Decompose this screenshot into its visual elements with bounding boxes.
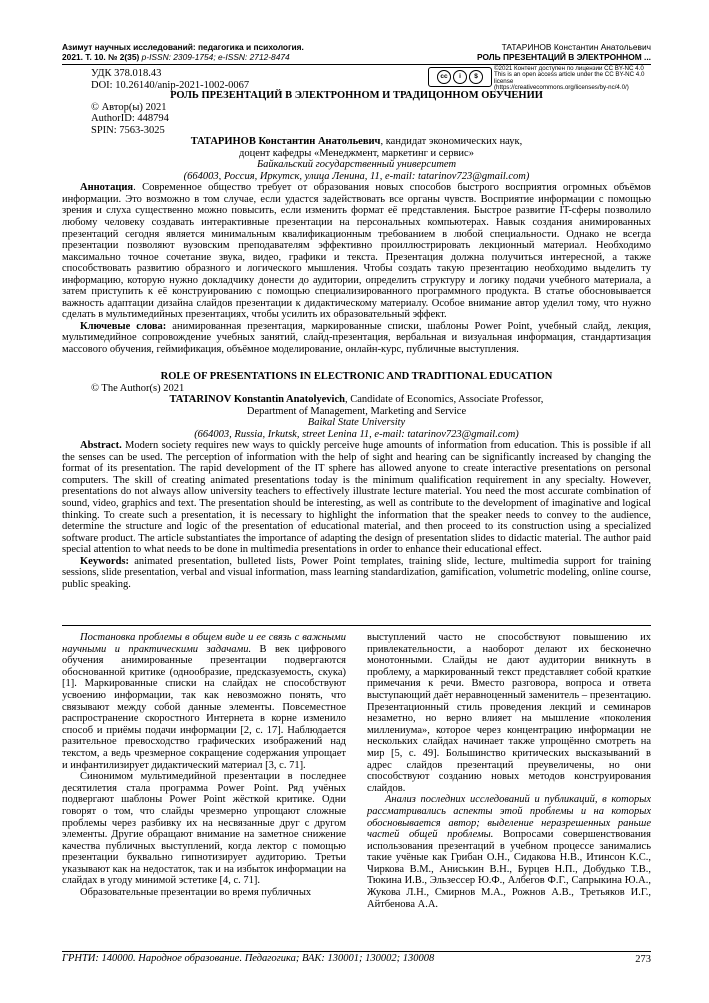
volume-line: 2021. Т. 10. № 2(35) — [62, 52, 140, 62]
keywords-ru: Ключевые слова: анимированная презентация, маркированные списки, шаблоны Power Point, учебный слайд, лекция, мультимедийное сопровождение учебных занятий, слайд-презентация, вербальная и визуальная информация, стандартизация массового обучения, геймификация, объёмное моделирование, онлайн-курс, публичные выступления. — [62, 320, 652, 356]
keywords-en: Keywords: animated presentation, bulleted lists, Power Point templates, training slide, lecture, multimedia support for training sessions, slide presentation, verbal and visual information, mass learning standardization, gamification, volumetric modeling, online course, public speaking. — [62, 555, 651, 590]
cc-icon: cc — [437, 70, 451, 84]
author-short: ТАТАРИНОВ Константин Анатольевич — [501, 42, 651, 52]
title-short: РОЛЬ ПРЕЗЕНТАЦИЙ В ЭЛЕКТРОННОМ ... — [477, 52, 651, 62]
body-column-right — [367, 632, 651, 910]
paragraph: Образовательные презентации во время публичных — [80, 887, 312, 899]
page-number: 273 — [635, 954, 651, 965]
paragraph: выступлений часто не способствуют повышению их привлекательности, а наоборот делают их бесконечно монотонными. Слайды не дают аудитории вникнуть в проблему, а маркированный текст представляет собой краткие примечания к речи. Вместо разговора, вопроса и ответа выступающий даёт неравноценный заменитель – презентацию. Презентационный стиль проведения лекций и семинаров незаметно, но верно влияет на мышление «поколения миллениума», которое через концентрацию информации не нескольких слайдах начинает также упрощённо смотреть на мир [5, с. 49]. Большинство критических высказываний в адрес слайдов презентаций преувеличены, но они способствуют созданию новых методов конструирования слайдов. — [367, 632, 651, 794]
license-line-2: This is an open access article under the CC BY-NC 4.0 license — [494, 71, 645, 85]
doi: DOI: 10.26140/anip-2021-1002-0067 — [91, 79, 250, 91]
journal-title: Азимут научных исследований: педагогика и психология. — [62, 42, 304, 52]
copyright-en: © The Author(s) 2021 — [91, 382, 185, 394]
department-en: Department of Management, Marketing and Service — [246, 405, 467, 417]
article-title-en: ROLE OF PRESENTATIONS IN ELECTRONIC AND TRADITIONAL EDUCATION — [160, 371, 553, 382]
cc-license-badge — [428, 67, 492, 87]
paragraph: Синонимом мультимедийной презентации в последнее десятилетия стала программа Power Point. Ряд учёных подвергают шаблоны Power Point жёсткой критике. Одни говорят о том, что слайды чрезмерно упрощают сложные проблемы через разбивку их на несвязанные друг с другом элементы. Другие обращают внимание на заметное снижение качества публичных выступлений, когда лектор с помощью презентации буквально гипнотизирует аудиторию. Третьи указывают как на недостаток, так и на избыток информации на слайдах в угоду минимой эстетике [4, с. 71]. — [62, 771, 346, 887]
page-footer — [62, 951, 651, 965]
author-line-en: TATARINOV Konstantin Anatolyevich, Candidate of Economics, Associate Professor, — [169, 394, 544, 406]
copyright-ru: © Автор(ы) 2021 — [91, 101, 167, 113]
section-divider — [62, 625, 651, 626]
abstract-ru: Аннотация. Современное общество требует от образования новых способов быстрого восприятия огромных объёмов информации. Это возможно в том случае, если удастся задействовать все органы чувств. Восприятие информации с помощью зрения и слуха существенно можно повысить, если изменить формат её представления. Быстрое развитие IT-сферы позволило любому человеку создавать интерактивные презентации на персональных компьютерах. Навык создания анимированных презентаций сегодня является минимальным квалификационным требованием в любой специальности. Однако не всегда презентации позволяют вузовским преподавателям эффективно проиллюстрировать лекционный материал. Необходимо максимально точное сочетание звука, видео, графики и текста. Презентация должна получиться интересной, а также способствовать развитию образного и логического мышления. Чтобы создать такую презентацию необходимо выделить ту информацию, которую нужно докладчику донести до аудитории, определить структуру и логику подачи учебного материала, а затем приступить к её конструированию с помощью специализированного программного продукта. В статье обосновывается важность адаптации дизайна слайдов презентации к дидактическому материалу. Особое внимание автор уделил тому, что нужно сделать в мультимедийных презентациях, чтобы усилить их образовательный эффект. — [62, 182, 651, 321]
journal-info — [62, 42, 304, 62]
by-icon: i — [453, 70, 467, 84]
author-name-ru: ТАТАРИНОВ Константин Анатольевич — [190, 136, 381, 148]
nc-icon: $ — [469, 70, 483, 84]
body-column-left — [62, 632, 346, 899]
issn: p-ISSN: 2309-1754; e-ISSN: 2712-8474 — [141, 52, 290, 62]
university-ru: Байкальский государственный университет — [256, 159, 457, 171]
article-info — [477, 42, 651, 62]
paragraph: Постановка проблемы в общем виде и ее связь с важными научными и практическими задачами. В век цифрового обучения анимированные презентации подвергаются обоснованной критике (однообразие, предсказуемость, скука) [1]. Маркированные списки на слайдах не способствуют усвоению информации, так как невозможно понять, что связывают между собой данные элементы. Повсеместное распространение скоростного Интернета в корне изменило способ и приёмы подачи информации [2, с. 17]. Наблюдается разительное превосходство графических изображений над текстом, а ведь чрезмерное сокращение содержания упрощает и инфантилизирует дидактический материал [3, с. 71]. — [62, 632, 347, 771]
paragraph: Анализ последних исследований и публикаций, в которых рассматривались аспекты этой проблемы и на которых обосновывается автор; выделение неразрешенных раньше частей общей проблемы. Вопросами совершенствования использования презентаций в учебном процессе занимались такие учёные как Грибан О.Н., Сидакова Н.В., Итинсон К.С., Чиркова В.М., Аниськин В.Н., Бурцев Н.П., Добудько Т.В., Тюкина И.В., Эльзессер Ю.Ф., Албегов Ф.Г., Сапрыкина Ю.А., Жукова Л.Н., Смирнов М.А., Рожнов А.В., Третьяков И.Г., Айтбенова А.А. — [367, 794, 651, 910]
license-link[interactable]: (https://creativecommons.org/licenses/by-nc/4.0/) — [494, 84, 629, 92]
author-name-en: TATARINOV Konstantin Anatolyevich — [169, 394, 345, 406]
department-ru: доцент кафедры «Менеджмент, маркетинг и сервис» — [239, 147, 474, 159]
university-en: Baikal State University — [307, 417, 406, 429]
address-en: (664003, Russia, Irkutsk, street Lenina 11, e-mail: tatarinov723@gmail.com) — [194, 428, 519, 440]
classification-codes: ГРНТИ: 140000. Народное образование. Педагогика; ВАК: 130001; 130002; 130008 — [62, 953, 435, 964]
english-section — [62, 371, 651, 590]
license-line-1: ©2021 Контент доступен по лицензии CC BY-NC 4.0 — [494, 65, 644, 72]
abstract-en: Abstract. Modern society requires new ways to quickly perceive huge amounts of information from education. This is possible if all the senses can be used. The perception of information with the help of sight and hearing can be significantly increased by changing the format of its presentation. The rapid development of the IT sphere has allowed anyone to create interactive presentations on personal computers. The skill of creating animated presentations today is the minimum qualification requirement in any specialty. However, presentations do not always allow university teachers to effectively illustrate lecture material. You need the most accurate combination of sound, video, graphics and text. The presentation should be interesting, as well as contribute to the development of imaginative and logical thinking. To create such a presentation, it is necessary to highlight the information that the speaker needs to convey to the audience, determine the structure and logic of the presentation of educational material, and then proceed to its construction using a specialized software product. The article substantiates the importance of adapting the design of presentation slides to didactic material. The author paid special attention to what needs to be done in multimedia presentations in order to enhance their educational effect. — [62, 440, 651, 556]
running-header — [62, 42, 651, 65]
spin: SPIN: 7563-3025 — [91, 124, 165, 136]
article-title-ru: РОЛЬ ПРЕЗЕНТАЦИЙ В ЭЛЕКТРОННОМ И ТРАДИЦОННОМ ОБУЧЕНИИ — [170, 90, 543, 101]
udk: УДК 378.018.43 — [91, 68, 162, 79]
russian-section — [62, 90, 651, 356]
article-meta — [91, 68, 249, 91]
address-ru: (664003, Россия, Иркутск, улица Ленина, 11, e-mail: tatarinov723@gmail.com) — [183, 170, 530, 182]
author-id: AuthorID: 448794 — [91, 113, 169, 125]
author-line-ru: ТАТАРИНОВ Константин Анатольевич, кандидат экономических наук, — [190, 136, 523, 148]
